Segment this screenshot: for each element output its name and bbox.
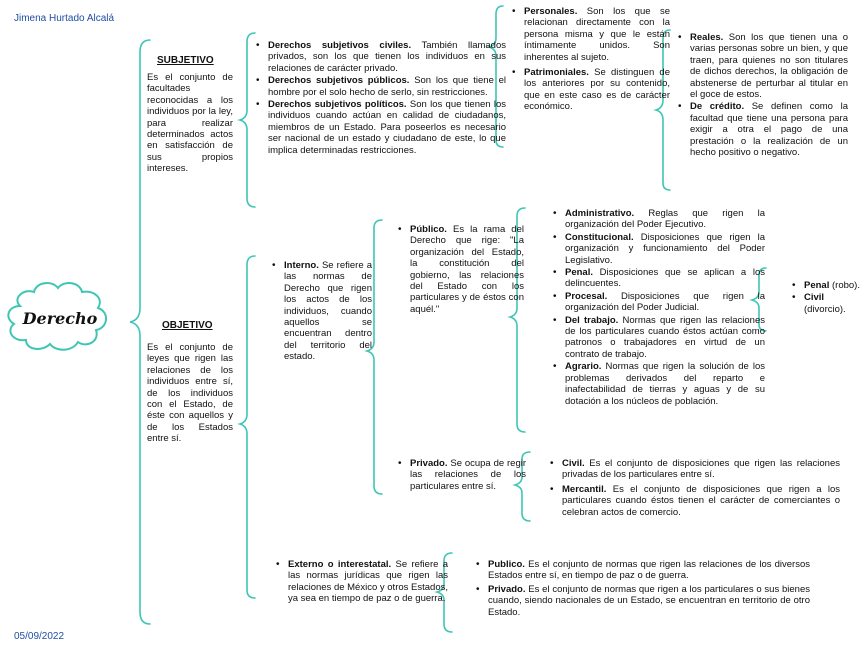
patrimoniales-sub-item: • Reales. Son los que tienen una o varias personas sobre un bien, y que traen, para quienes no son titulares de dichos derechos, la obligación de abstenerse de perturbar al titular en el goce de estos. xyxy=(690,32,848,100)
privado-sub-item: • Civil. Es el conjunto de disposiciones que rigen las relaciones privadas de los particulares entre sí. xyxy=(562,458,840,481)
subjetivo-list xyxy=(252,40,506,157)
patrimoniales-sub-item: • De crédito. Se definen como la facultad que tiene una persona para exigir a otra el pago de una prestación o la realización de un hecho positivo o negativo. xyxy=(690,101,848,158)
publico-sub-item: • Agrario. Normas que rigen la solución de los problemas derivados del reparto e inafectabilidad de tierras y aguas y de su dotación a los núcleos de población. xyxy=(565,361,765,407)
procesal-sub-list xyxy=(788,280,860,316)
subjetivo-item: • Derechos subjetivos públicos. Son los que tiene el hombre por el solo hecho de serlo, sin restricciones. xyxy=(268,75,506,98)
subjetivo-item: • Derechos subjetivos políticos. Son los que tienen los individuos cuando actúan en calidad de ciudadanos, miembros de un Estado. Para poseerlos es necesario ser nacional de un estado y ciudadano de este, lo que implica determinadas restricciones. xyxy=(268,99,506,156)
publico-sub-item: • Procesal. Disposiciones que rigen la organización del Poder Judicial. xyxy=(565,291,765,314)
publico-sub-item: • Administrativo. Reglas que rigen la organización del Poder Ejecutivo. xyxy=(565,208,765,231)
publico-item: • Público. Es la rama del Derecho que rige: "La organización del Estado, la constitución del gobierno, las relaciones del Estado con los particulares y de éstos con aquél." xyxy=(410,224,524,315)
publico-sub-list xyxy=(549,208,765,408)
subjetivo-definition: Es el conjunto de facultades reconocidas a los individuos por la ley, para realizar determinados actos en satisfacción de sus propios intereses. xyxy=(147,72,233,175)
publico-list xyxy=(394,224,524,316)
privado-sub-list xyxy=(546,458,840,519)
subjetivo-heading: SUBJETIVO xyxy=(157,55,214,66)
procesal-sub-item: • Civil (divorcio). xyxy=(804,292,860,315)
externo-sub-item: • Privado. Es el conjunto de normas que rigen a los particulares o sus bienes cuando, siendo nacionales de un Estado, se encuentran en territorio de otro Estado. xyxy=(488,584,810,618)
externo-sub-item: • Publico. Es el conjunto de normas que rigen las relaciones de los diversos Estados entre sí, en tiempo de paz o de guerra. xyxy=(488,559,810,582)
objetivo-brace xyxy=(240,256,255,598)
privado-list xyxy=(394,458,526,493)
interno-list xyxy=(268,260,372,364)
civiles-sub-item: • Personales. Son los que se relacionan directamente con la persona misma y que le están íntimamente unidos. Son inherentes al sujeto. xyxy=(524,6,670,63)
privado-item: • Privado. Se ocupa de regir las relaciones de los particulares entre sí. xyxy=(410,458,526,492)
civiles-sub-item: • Patrimoniales. Se distinguen de los anteriores por su contenido, que en este caso es de carácter económico. xyxy=(524,67,670,113)
publico-sub-item: • Constitucional. Disposiciones que rigen la organización y funcionamiento del Poder Legislativo. xyxy=(565,232,765,266)
patrimoniales-sub-list xyxy=(674,32,848,159)
date-label: 05/09/2022 xyxy=(14,631,65,642)
procesal-sub-item: • Penal (robo). xyxy=(804,280,860,291)
externo-sub-list xyxy=(472,559,810,619)
civiles-sub-list xyxy=(508,6,670,114)
interno-item: • Interno. Se refiere a las normas de Derecho que rigen los actos de los individuos, cuando aquellos se encuentran dentro del territorio del estado. xyxy=(284,260,372,363)
objetivo-definition: Es el conjunto de leyes que rigen las relaciones de los individuos entre sí, de los individuos con el Estado, de éste con aquellos y de los Estados entre sí. xyxy=(147,342,233,445)
subjetivo-item: • Derechos subjetivos civiles. También llamados privados, son los que tienen los individuos en sus relaciones de carácter privado. xyxy=(268,40,506,74)
publico-sub-item: • Penal. Disposiciones que se aplican a los delincuentes. xyxy=(565,267,765,290)
privado-sub-item: • Mercantil. Es el conjunto de disposiciones que rigen a los particulares cuando éstos tienen el carácter de comerciantes o celebran actos de comercio. xyxy=(562,484,840,518)
externo-list xyxy=(272,559,448,606)
publico-sub-item: • Del trabajo. Normas que rigen las relaciones de los particulares cuando éstos actúan como patronos o trabajadores en virtud de un contrato de trabajo. xyxy=(565,315,765,361)
author-name: Jimena Hurtado Alcalá xyxy=(14,13,115,24)
externo-item: • Externo o interestatal. Se refiere a las normas jurídicas que rigen las relaciones de México y otros Estados, ya sea en tiempo de paz o de guerra. xyxy=(288,559,448,605)
objetivo-heading: OBJETIVO xyxy=(162,320,213,331)
central-topic: Derecho xyxy=(22,309,98,328)
